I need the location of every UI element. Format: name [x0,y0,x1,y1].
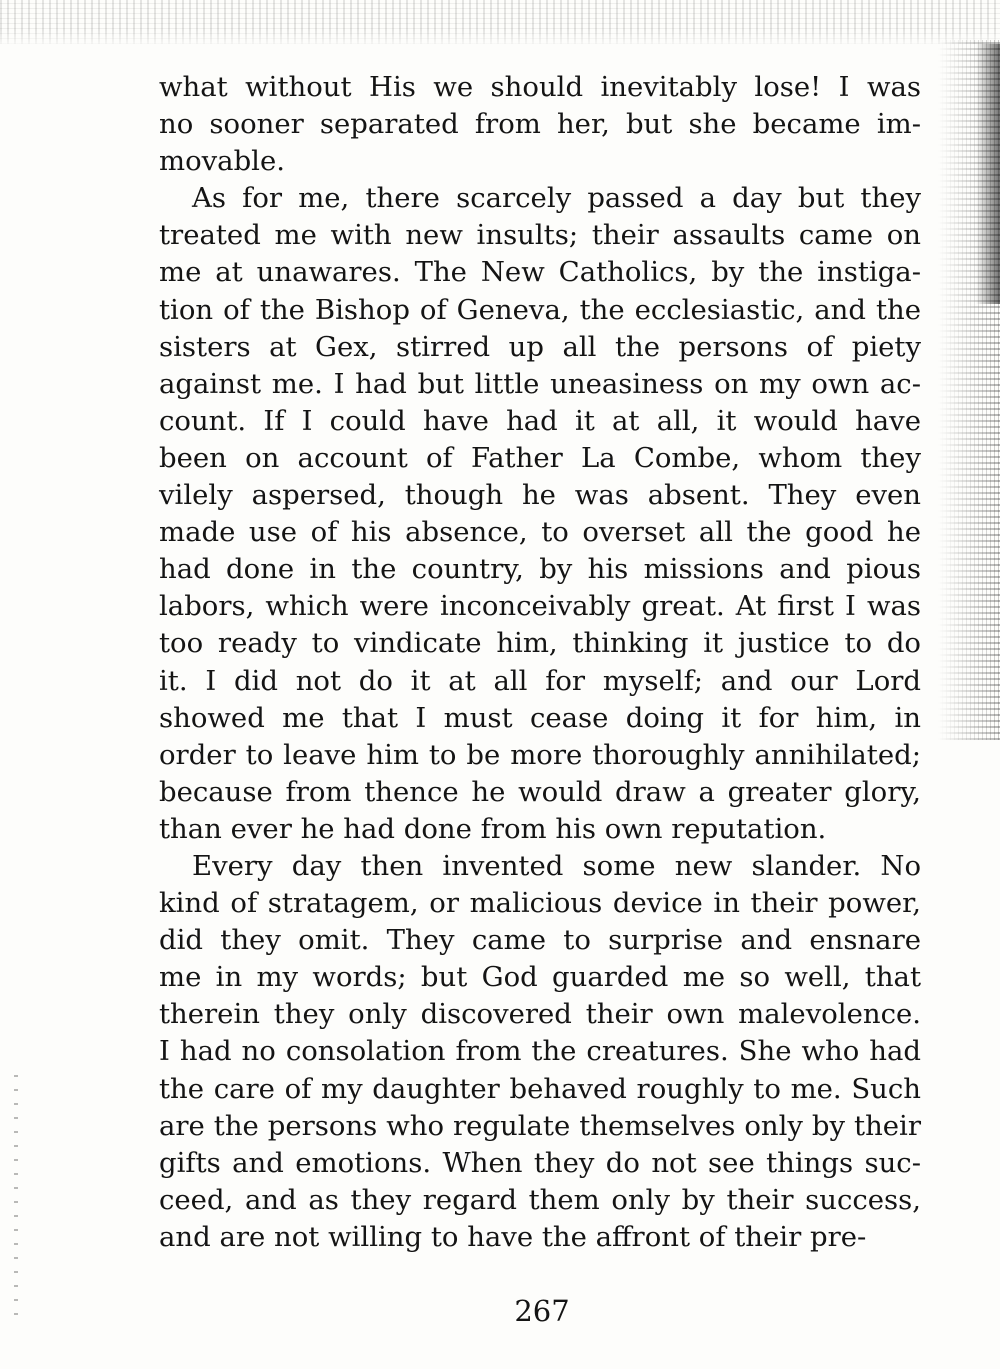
text-line: did they omit. They came to surprise and ensnare [159,924,921,957]
text-line: sisters at Gex, stirred up all the persons of piety [159,330,921,363]
text-line: tion of the Bishop of Geneva, the ecclesiastic, and the [159,293,921,326]
text-line: had done in the country, by his missions and pious [159,553,921,586]
text-line: ceed, and as they regard them only by their success, [159,1183,921,1216]
page-number: 267 [514,1294,570,1328]
text-line: therein they only discovered their own malevolence. [159,998,921,1031]
text-line: As for me, there scarcely passed a day but they [192,182,921,215]
text-line: treated me with new insults; their assaults came on [159,219,921,252]
scan-shadow-right [976,44,1000,304]
text-line: vilely aspersed, though he was absent. They even [159,479,921,512]
text-line: because from thence he would draw a greater glory, [159,775,921,808]
text-line: and are not willing to have the affront of their pre- [159,1220,867,1253]
paragraph [159,848,921,1256]
text-line: me in my words; but God guarded me so well, that [159,961,921,994]
text-line: been on account of Father La Combe, whom they [159,441,921,474]
paragraph [159,180,921,848]
text-line: Every day then invented some new slander. No [192,849,921,882]
text-line: kind of stratagem, or malicious device in their power, [159,887,921,920]
text-line: gifts and emotions. When they do not see things suc- [159,1146,921,1179]
text-line: I had no consolation from the creatures. She who had [159,1035,921,1068]
text-line: order to leave him to be more thoroughly annihilated; [159,738,921,771]
paragraph [159,69,921,180]
text-line: the care of my daughter behaved roughly to me. Such [159,1072,921,1105]
scan-noise-left [14,1075,18,1315]
text-line: showed me that I must cease doing it for him, in [159,701,921,734]
text-line: are the persons who regulate themselves only by their [159,1109,921,1142]
scan-noise-top-fade [0,30,1000,50]
text-line: against me. I had but little uneasiness on my own ac- [159,367,921,400]
body-text [159,69,921,1256]
text-line: me at unawares. The New Catholics, by the instiga- [159,256,921,289]
text-line: movable. [159,145,285,178]
text-line: what without His we should inevitably lose! I was [159,71,921,103]
text-line: count. If I could have had it at all, it would have [159,404,921,437]
text-line: labors, which were inconceivably great. At first I was [159,590,921,623]
text-line: made use of his absence, to overset all the good he [159,516,921,549]
text-line: no sooner separated from her, but she became im- [159,108,921,141]
text-line: than ever he had done from his own reputation. [159,812,827,845]
text-line: it. I did not do it at all for myself; and our Lord [159,664,921,697]
text-line: too ready to vindicate him, thinking it justice to do [159,627,921,660]
